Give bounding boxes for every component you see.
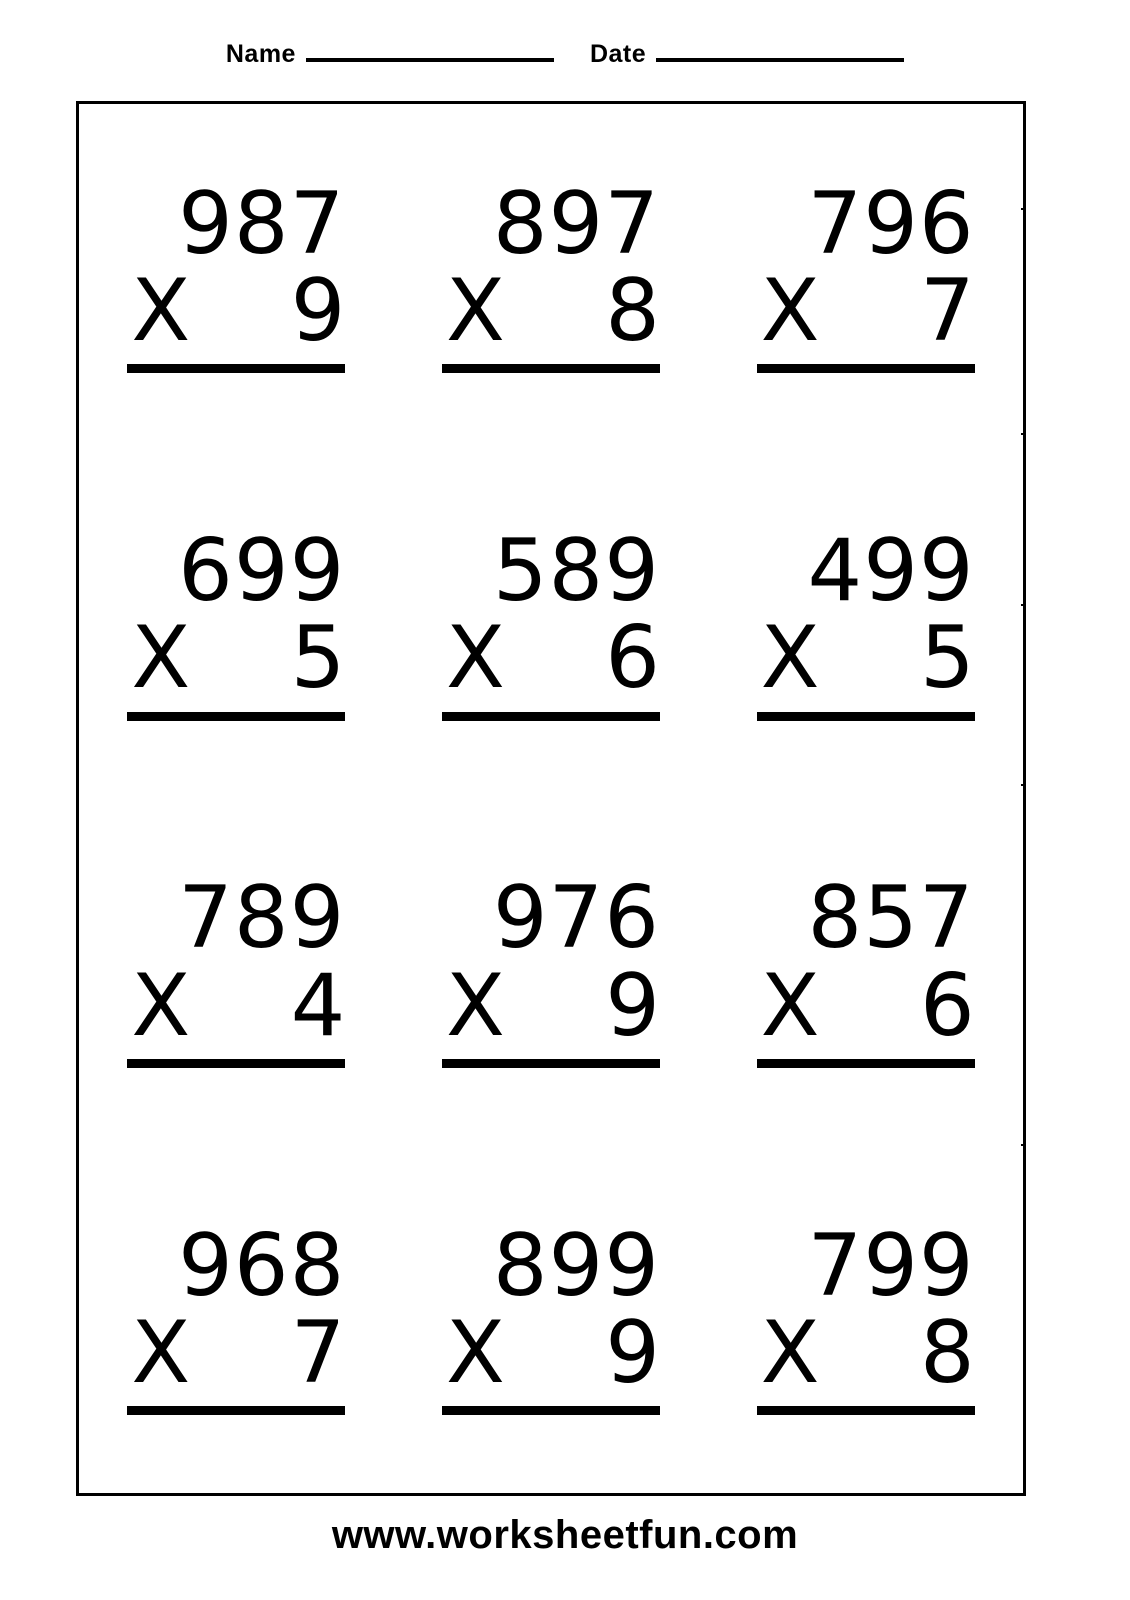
multiplier: 5 bbox=[919, 608, 975, 709]
problem-item bbox=[79, 451, 394, 798]
answer-line[interactable] bbox=[442, 1406, 660, 1415]
problem-item bbox=[394, 104, 709, 451]
answer-line[interactable] bbox=[127, 364, 345, 373]
answer-line[interactable] bbox=[757, 364, 975, 373]
operator-symbol: X bbox=[445, 955, 505, 1056]
multiplicand: 799 bbox=[807, 1215, 975, 1316]
multiplier: 9 bbox=[605, 955, 660, 1056]
multiplicand: 897 bbox=[492, 173, 660, 274]
multiplier: 8 bbox=[919, 1302, 975, 1403]
problem-item bbox=[708, 799, 1023, 1146]
multiplicand: 499 bbox=[807, 521, 975, 622]
operator-symbol: X bbox=[760, 608, 820, 709]
operator-symbol: X bbox=[760, 1302, 820, 1403]
problem-item bbox=[708, 104, 1023, 451]
answer-line[interactable] bbox=[757, 1059, 975, 1068]
multiplier: 7 bbox=[919, 261, 975, 362]
problem-grid bbox=[79, 104, 1023, 1493]
answer-line[interactable] bbox=[757, 712, 975, 721]
multiplicand: 589 bbox=[492, 521, 660, 622]
operator-symbol: X bbox=[760, 955, 820, 1056]
multiplier: 9 bbox=[290, 261, 346, 362]
multiplicand: 968 bbox=[178, 1215, 346, 1316]
answer-line[interactable] bbox=[442, 364, 660, 373]
operator-symbol: X bbox=[445, 261, 505, 362]
operator-symbol: X bbox=[445, 608, 505, 709]
problem-item bbox=[79, 799, 394, 1146]
multiplicand: 699 bbox=[178, 521, 346, 622]
footer-website: www.worksheetfun.com bbox=[331, 1513, 799, 1557]
name-write-line[interactable] bbox=[306, 36, 554, 62]
worksheet-box bbox=[76, 101, 1026, 1496]
multiplier: 9 bbox=[605, 1302, 660, 1403]
multiplicand: 987 bbox=[178, 173, 346, 274]
answer-line[interactable] bbox=[442, 712, 660, 721]
name-field bbox=[226, 36, 554, 69]
multiplicand: 857 bbox=[807, 868, 975, 969]
answer-line[interactable] bbox=[127, 712, 345, 721]
problem-item bbox=[394, 1146, 709, 1493]
operator-symbol: X bbox=[131, 1302, 191, 1403]
problem-item bbox=[79, 104, 394, 451]
multiplier: 4 bbox=[290, 955, 346, 1056]
problem-item bbox=[708, 1146, 1023, 1493]
answer-line[interactable] bbox=[442, 1059, 660, 1068]
operator-symbol: X bbox=[131, 955, 191, 1056]
worksheet-header bbox=[0, 36, 1130, 82]
multiplicand: 899 bbox=[492, 1215, 660, 1316]
multiplier: 6 bbox=[605, 608, 660, 709]
multiplier: 8 bbox=[605, 261, 660, 362]
date-field bbox=[590, 36, 904, 69]
answer-line[interactable] bbox=[127, 1059, 345, 1068]
operator-symbol: X bbox=[445, 1302, 505, 1403]
problem-item bbox=[708, 451, 1023, 798]
multiplier: 7 bbox=[290, 1302, 346, 1403]
problem-item bbox=[394, 799, 709, 1146]
date-label: Date bbox=[589, 40, 647, 68]
answer-line[interactable] bbox=[127, 1406, 345, 1415]
multiplicand: 789 bbox=[178, 868, 346, 969]
problem-item bbox=[394, 451, 709, 798]
operator-symbol: X bbox=[760, 261, 820, 362]
multiplicand: 796 bbox=[807, 173, 975, 274]
operator-symbol: X bbox=[131, 608, 191, 709]
name-label: Name bbox=[225, 40, 296, 68]
multiplier: 6 bbox=[919, 955, 975, 1056]
date-write-line[interactable] bbox=[656, 36, 904, 62]
operator-symbol: X bbox=[131, 261, 191, 362]
problem-item bbox=[79, 1146, 394, 1493]
multiplier: 5 bbox=[290, 608, 346, 709]
multiplicand: 976 bbox=[492, 868, 660, 969]
answer-line[interactable] bbox=[757, 1406, 975, 1415]
